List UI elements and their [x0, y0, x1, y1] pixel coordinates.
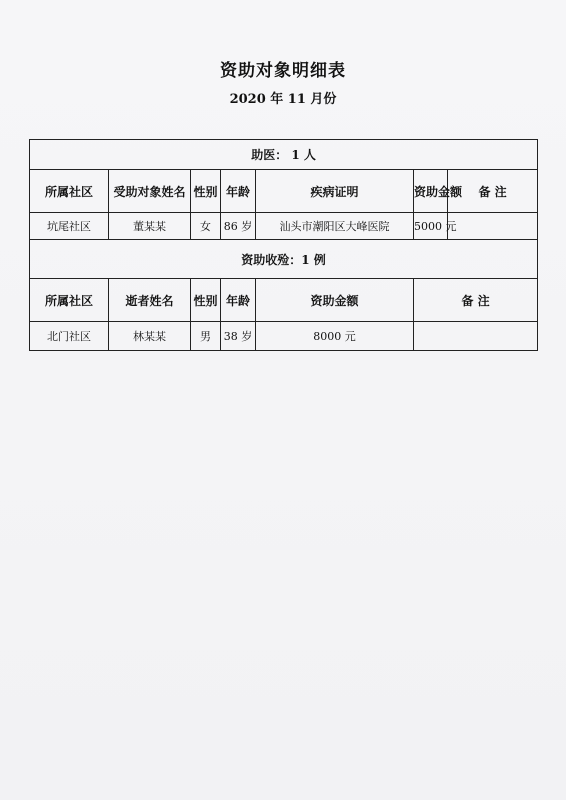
cell-remarks — [448, 213, 538, 240]
header-remarks: 备 注 — [448, 170, 538, 213]
header-age: 年龄 — [221, 279, 256, 322]
header-recipient-name: 受助对象姓名 — [109, 170, 191, 213]
header-community: 所属社区 — [30, 279, 109, 322]
cell-aid-amount: 8000 元 — [256, 322, 414, 351]
cell-community: 北门社区 — [30, 322, 109, 351]
header-community: 所属社区 — [30, 170, 109, 213]
header-gender: 性别 — [191, 170, 221, 213]
cell-deceased-name: 林某某 — [109, 322, 191, 351]
header-aid-amount: 资助金额 — [256, 279, 414, 322]
header-deceased-name: 逝者姓名 — [109, 279, 191, 322]
cell-illness-certificate: 汕头市潮阳区大峰医院 — [256, 213, 414, 240]
cell-aid-amount: 5000 元 — [414, 213, 448, 240]
cell-recipient-name: 董某某 — [109, 213, 191, 240]
section-burial-heading: 资助收殓：1 例 — [30, 240, 538, 279]
aid-recipients-table — [29, 139, 538, 351]
table-row — [30, 213, 538, 240]
cell-gender: 女 — [191, 213, 221, 240]
header-remarks: 备 注 — [414, 279, 538, 322]
section-burial-heading-row — [30, 240, 538, 279]
section-medical-heading: 助医： 1 人 — [30, 140, 538, 170]
document-subtitle: 2020 年 11 月份 — [229, 92, 337, 107]
cell-remarks — [414, 322, 538, 351]
table-row — [30, 322, 538, 351]
header-gender: 性别 — [191, 279, 221, 322]
section-medical-heading-row — [30, 140, 538, 170]
cell-age: 86 岁 — [221, 213, 256, 240]
section-medical-header-row — [30, 170, 538, 213]
header-illness-certificate: 疾病证明 — [256, 170, 414, 213]
document-title: 资助对象明细表 — [220, 61, 346, 81]
cell-age: 38 岁 — [221, 322, 256, 351]
header-aid-amount: 资助金额 — [414, 170, 448, 213]
cell-gender: 男 — [191, 322, 221, 351]
cell-community: 坑尾社区 — [30, 213, 109, 240]
section-burial-header-row — [30, 279, 538, 322]
header-age: 年龄 — [221, 170, 256, 213]
